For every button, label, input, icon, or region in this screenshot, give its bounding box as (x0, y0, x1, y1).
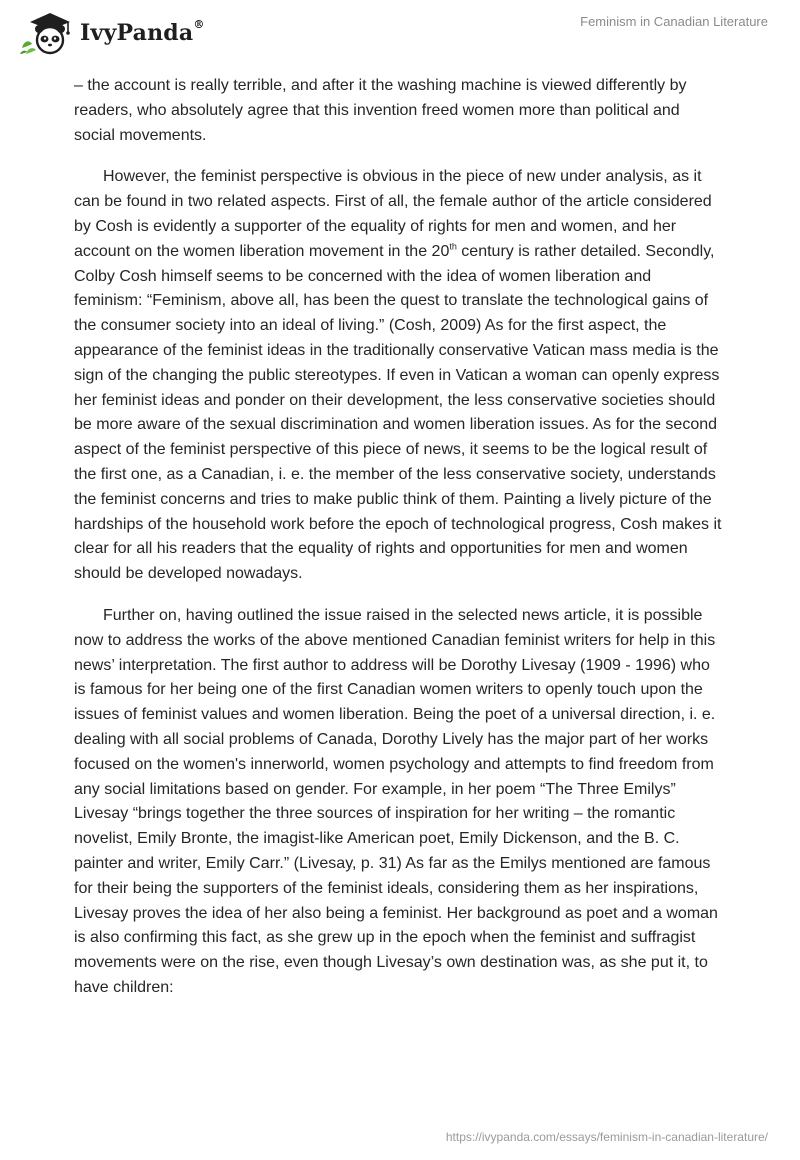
paragraph-1: – the account is really terrible, and after it the washing machine is viewed differently by readers, who absolutely agree that this invention freed women more than political and social movements. (74, 77, 687, 144)
source-url[interactable]: https://ivypanda.com/essays/feminism-in-canadian-literature/ (445, 1130, 768, 1144)
panda-graduate-icon (16, 10, 76, 56)
paragraph-2-part-a: However, the feminist perspective is obvious in the piece of new under analysis, as it can be found in two related aspects. First of all, the female author of the article considered by Cosh is evidently a supporter of the equality of rights for men and women, and her account on the women liberation movement in the 20 (74, 168, 712, 260)
brand-name (80, 20, 205, 46)
ordinal-suffix: th (449, 241, 457, 252)
page-header (0, 0, 800, 70)
paragraph-2 (74, 165, 724, 587)
brand-logo[interactable] (16, 10, 205, 56)
registered-mark: ® (193, 18, 205, 31)
document-title: Feminism in Canadian Literature (580, 14, 768, 29)
essay-body (74, 74, 724, 1018)
brand-text: IvyPanda (80, 20, 194, 46)
paragraph-3: Further on, having outlined the issue raised in the selected news article, it is possible now to address the works of the above mentioned Canadian feminist writers for help in this news’ interpretation. The first author to address will be Dorothy Livesay (1909 - 1996) who is famous for her being one of the first Canadian women writers to openly touch upon the issues of feminist values and women liberation. Being the poet of a universal direction, i. e. dealing with all social problems of Canada, Dorothy Lively has the major part of her works focused on the women's innerworld, women psychology and attempts to find freedom from any social limitations based on gender. For example, in her poem “The Three Emilys” Livesay “brings together the three sources of inspiration for her writing – the romantic novelist, Emily Bronte, the imagist-like American poet, Emily Dickenson, and the B. C. painter and writer, Emily Carr.” (Livesay, p. 31) As far as the Emilys mentioned are famous for their being the supporters of the feminist ideals, considering them as her inspirations, Livesay proves the idea of her also being a feminist. Her background as poet and a woman is also confirming this fact, as she grew up in the epoch when the feminist and suffragist movements were on the rise, even though Livesay’s own destination was, as she put it, to have children: (74, 606, 718, 996)
paragraph-2-part-b: century is rather detailed. Secondly, Colby Cosh himself seems to be concerned with the idea of women liberation and feminism: “Feminism, above all, has been the quest to translate the technological gains of the consumer society into an ideal of living.” (Cosh, 2009) As for the first aspect, the appearance of the feminist ideas in the traditionally conservative Vatican mass media is the sign of the changing the public stereotypes. If even in Vatican a woman can openly express her feminist ideas and ponder on their development, the less conservative societies should be more aware of the sexual discrimination and women liberation issues. As for the second aspect of the feminist perspective of this piece of news, it seems to be the logical result of the first one, as a Canadian, i. e. the member of the less conservative society, understands the feminist concerns and tries to make public think of them. Painting a lively picture of the hardships of the household work before the epoch of technological progress, Cosh makes it clear for all his readers that the equality of rights and opportunities for men and women should be developed nowadays. (74, 242, 722, 583)
